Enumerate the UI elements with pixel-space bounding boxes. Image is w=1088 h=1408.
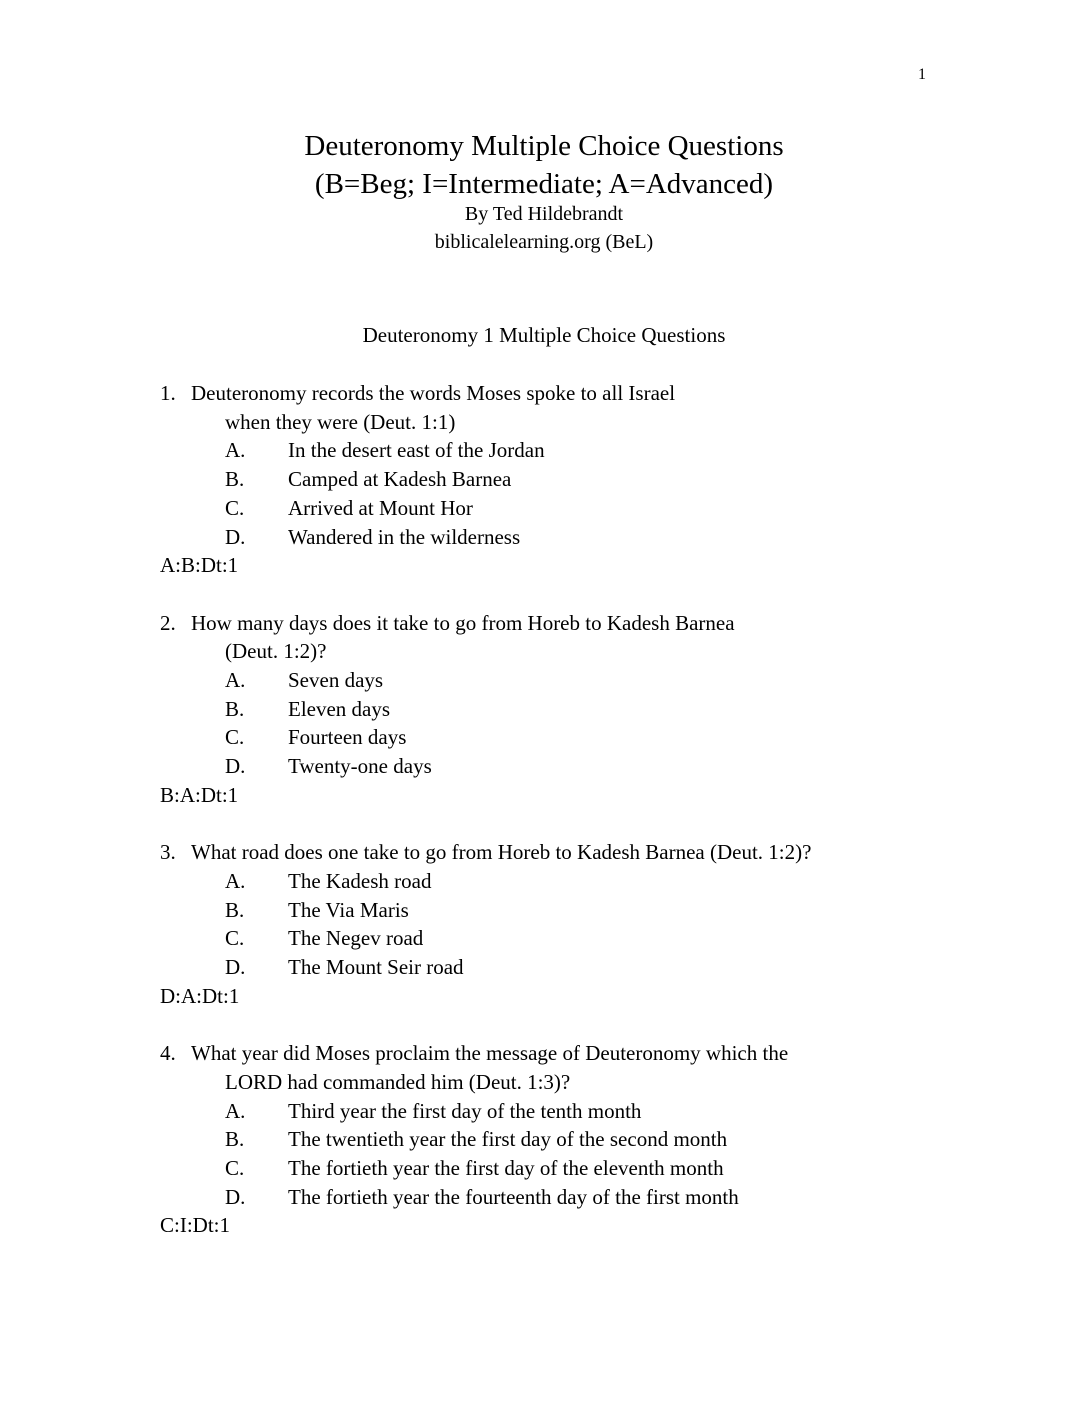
- answer-key: D:A:Dt:1: [160, 983, 240, 1008]
- answer-option: [160, 723, 811, 752]
- option-letter: B.: [225, 897, 245, 922]
- option-text: The fortieth year the first day of the eleventh month: [288, 1155, 724, 1180]
- document-subtitle: (B=Beg; I=Intermediate; A=Advanced): [314, 168, 774, 200]
- answer-key: B:A:Dt:1: [160, 782, 239, 807]
- question: [160, 838, 811, 1010]
- option-text: The twentieth year the first day of the second month: [288, 1127, 728, 1152]
- question-stem: [160, 379, 811, 408]
- option-text: The Negev road: [288, 926, 424, 951]
- option-text: The Mount Seir road: [288, 955, 464, 980]
- option-text: Third year the first day of the tenth month: [288, 1098, 642, 1123]
- question-stem: [160, 1039, 811, 1068]
- option-text: The Kadesh road: [288, 868, 432, 893]
- answer-option: [160, 924, 811, 953]
- question-text: What road does one take to go from Horeb to Kadesh Barnea (Deut. 1:2)?: [191, 840, 812, 865]
- option-text: Arrived at Mount Hor: [288, 495, 473, 520]
- question-text-continued: when they were (Deut. 1:1): [225, 409, 456, 434]
- answer-option: [160, 953, 811, 982]
- option-text: Wandered in the wilderness: [288, 524, 521, 549]
- option-letter: A.: [225, 868, 246, 893]
- option-text: Eleven days: [288, 696, 391, 721]
- question-stem: [160, 838, 811, 867]
- answer-option: [160, 1125, 811, 1154]
- question-text-continued: (Deut. 1:2)?: [225, 639, 327, 664]
- option-text: Fourteen days: [288, 725, 407, 750]
- option-text: Camped at Kadesh Barnea: [288, 467, 512, 492]
- option-letter: B.: [225, 1127, 245, 1152]
- question: [160, 1039, 811, 1240]
- answer-option: [160, 436, 811, 465]
- author: By Ted Hildebrandt: [464, 203, 624, 225]
- document-title: Deuteronomy Multiple Choice Questions: [304, 130, 784, 162]
- option-letter: A.: [225, 438, 246, 463]
- answer-option: [160, 1097, 811, 1126]
- answer-option: [160, 666, 811, 695]
- option-letter: C.: [225, 926, 245, 951]
- option-text: Twenty-one days: [288, 754, 432, 779]
- option-letter: C.: [225, 495, 245, 520]
- option-text: The Via Maris: [288, 897, 409, 922]
- option-text: The fortieth year the fourteenth day of the first month: [288, 1184, 739, 1209]
- question-text-continued: LORD had commanded him (Deut. 1:3)?: [225, 1069, 571, 1094]
- question-stem: [160, 609, 811, 638]
- option-letter: D.: [225, 754, 246, 779]
- question-text: How many days does it take to go from Horeb to Kadesh Barnea: [191, 610, 735, 635]
- question-number: 3.: [160, 840, 176, 865]
- website: biblicalelearning.org (BeL): [434, 231, 654, 253]
- option-letter: C.: [225, 1155, 245, 1180]
- question-number: 1.: [160, 381, 176, 405]
- question-text: Deuteronomy records the words Moses spoke to all Israel: [191, 381, 676, 405]
- option-text: Seven days: [288, 668, 384, 693]
- option-letter: C.: [225, 725, 245, 750]
- option-letter: D.: [225, 955, 246, 980]
- question-text: What year did Moses proclaim the message of Deuteronomy which the: [191, 1041, 789, 1066]
- answer-option: [160, 867, 811, 896]
- answer-key: A:B:Dt:1: [160, 553, 239, 578]
- answer-option: [160, 896, 811, 925]
- option-letter: B.: [225, 696, 245, 721]
- answer-option: [160, 494, 811, 523]
- option-text: In the desert east of the Jordan: [288, 438, 545, 463]
- answer-option: [160, 752, 811, 781]
- question: [160, 609, 811, 810]
- answer-key: C:I:Dt:1: [160, 1213, 231, 1238]
- option-letter: A.: [225, 668, 246, 693]
- page-number: 1: [918, 66, 926, 83]
- answer-option: [160, 1183, 811, 1212]
- answer-option: [160, 465, 811, 494]
- answer-option: [160, 523, 811, 552]
- answer-option: [160, 1154, 811, 1183]
- question-list: [160, 379, 811, 1269]
- option-letter: D.: [225, 524, 246, 549]
- question-number: 4.: [160, 1041, 176, 1066]
- option-letter: B.: [225, 467, 245, 492]
- option-letter: A.: [225, 1098, 246, 1123]
- question: [160, 379, 811, 580]
- option-letter: D.: [225, 1184, 246, 1209]
- section-title: Deuteronomy 1 Multiple Choice Questions: [362, 323, 726, 347]
- question-number: 2.: [160, 610, 176, 635]
- answer-option: [160, 695, 811, 724]
